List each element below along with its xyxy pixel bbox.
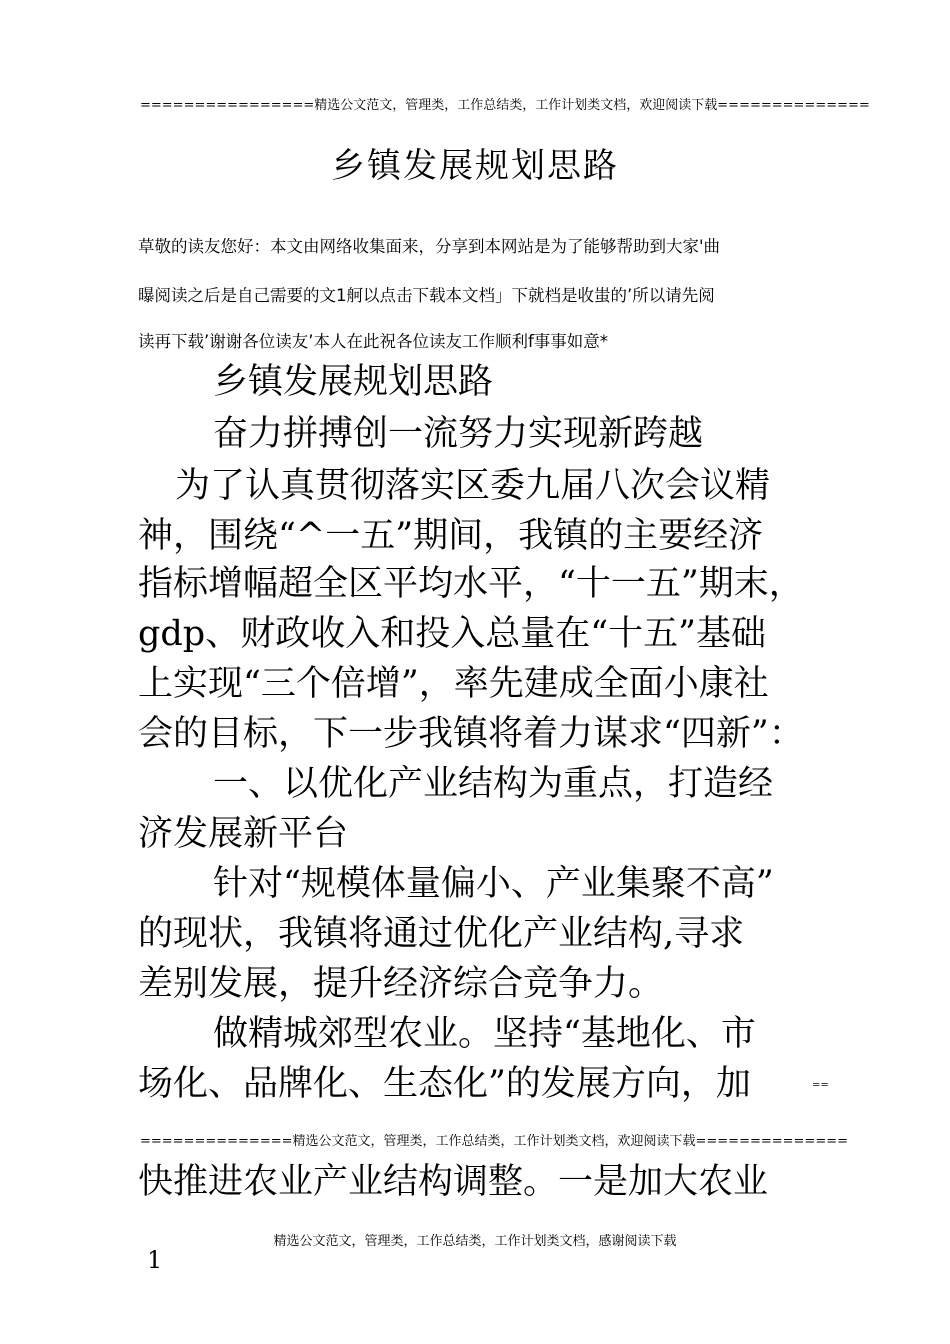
section-heading: 一、以优化产业结构为重点，打造经 xyxy=(213,764,774,804)
page-title: 乡镇发展规划思路 xyxy=(331,146,619,186)
footer-text: 精选公文范文，管理类，工作总结类，工作计划类文档，感谢阅读下载 xyxy=(273,1234,677,1249)
page-number: 1 xyxy=(147,1246,163,1274)
intro-line-3: 读再下载’谢谢各位读友’本人在此祝各位读友工作顺利f事事如意* xyxy=(138,332,609,351)
body-line-subtitle: 乡镇发展规划思路 xyxy=(213,362,494,402)
body-line: 会的目标，下一步我镇将着力谋求“四新”： xyxy=(138,714,804,754)
body-line: 差别发展，提升经济综合竞争力。 xyxy=(138,964,664,1004)
body-line: 上实现“三个倍增”，率先建成全面小康社 xyxy=(138,664,769,704)
line-end-mark: == xyxy=(812,1080,829,1091)
body-line: 做精城郊型农业。坚持“基地化、市 xyxy=(213,1014,756,1054)
body-line: 的现状，我镇将通过优化产业结构,寻求 xyxy=(138,914,745,954)
intro-line-2: 曝阅读之后是自己需要的文1舸以点击下载本文档」下就档是收蚩的’所以请先阅 xyxy=(138,286,715,305)
body-line: gdp、财政收入和投入总量在“十五”基础 xyxy=(138,614,767,654)
section-heading-continued: 济发展新平台 xyxy=(138,814,349,854)
intro-line-1: 草敬的读友您好：本文由网络收集面来，分享到本网站是为了能够帮助到大家'曲 xyxy=(138,237,721,256)
body-line: 场化、品牌化、生态化”的发展方向，加 xyxy=(138,1064,751,1104)
body-line-continued: 快推进农业产业结构调整。一是加大农业 xyxy=(138,1162,769,1202)
header-banner: ================精选公文范文，管理类，工作总结类，工作计划类文档，欢迎阅读下载============== xyxy=(140,98,870,113)
body-line: 指标增幅超全区平均水平，“十一五”期末， xyxy=(138,564,804,604)
middle-banner: ==============精选公文范文，管理类，工作总结类，工作计划类文档，欢迎阅读下载============== xyxy=(140,1134,848,1149)
body-line: 神，围绕“^一五”期间，我镇的主要经济 xyxy=(138,516,764,556)
body-line: 为了认真贯彻落实区委九届八次会议精 xyxy=(175,466,771,506)
body-line-slogan: 奋力拼搏创一流努力实现新跨越 xyxy=(213,414,704,454)
body-line: 针对“规模体量偏小、产业集聚不高” xyxy=(213,864,774,904)
